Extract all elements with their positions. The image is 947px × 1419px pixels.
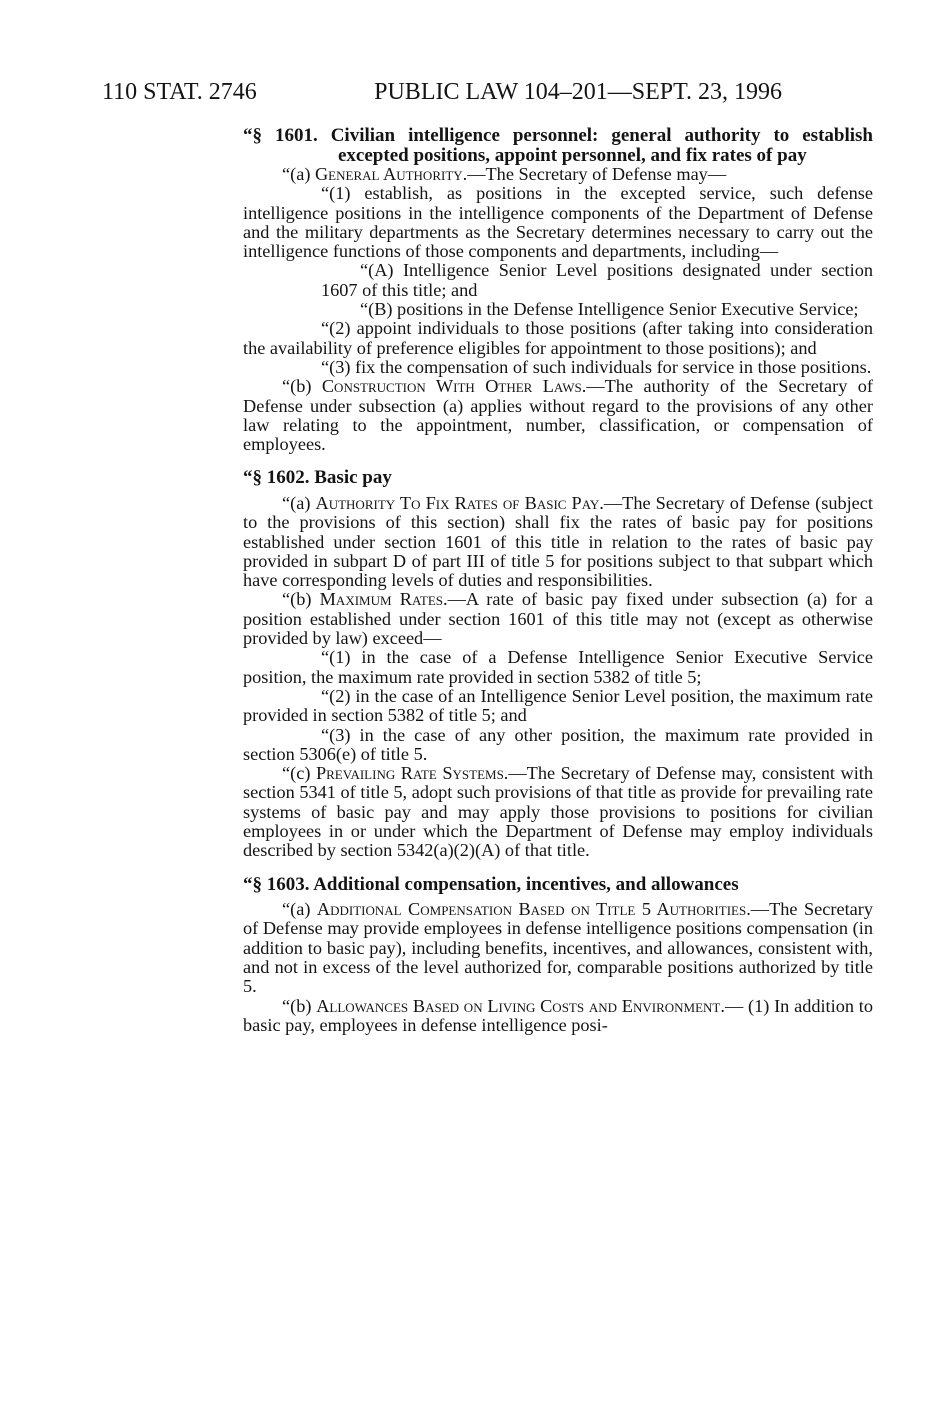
section-1601-heading: “§ 1601. Civilian intelligence personnel: general authority to establish excepted positions, appoint personnel, and fix rates of pay (243, 125, 873, 166)
section-1602-subsection-a: “(a) Authority To Fix Rates of Basic Pay.—The Secretary of Defense (subject to the provisions of this section) shall fix the rates of basic pay for positions established under section 1601 of this title in relation to the rates of basic pay provided in subpart D of part III of title 5 for positions subject to that subpart which have corresponding levels of duties and responsibilities. (243, 492, 873, 591)
section-1601-subparagraph-a: “(A) Intelligence Senior Level positions designated under section 1607 of this title; and (321, 260, 873, 300)
section-1603-subsection-a: “(a) Additional Compensation Based on Title 5 Authorities.—The Secretary of Defense may provide employees in defense intelligence positions compensation (in addition to basic pay), including benefits, incentives, and allowances, consistent with, and not in excess of the level authorized for, comparable positions authorized by title 5. (243, 899, 873, 997)
section-1601-subsection-b: “(b) Construction With Other Laws.—The authority of the Secretary of Defense under subsection (a) applies without regard to the provisions of any other law relating to the appointment, number, classification, or compensation of employees. (243, 376, 873, 455)
section-1602-heading: “§ 1602. Basic pay (243, 467, 392, 489)
page-header (102, 79, 782, 106)
subsection-caption: Construction With Other Laws. (321, 376, 587, 397)
subsection-caption: General Authority. (314, 164, 468, 184)
section-1601-subsection-a: “(a) General Authority.—The Secretary of Defense may— (282, 164, 727, 184)
subsection-caption: Prevailing Rate Systems. (315, 763, 509, 784)
section-1601-paragraph-1: “(1) establish, as positions in the excepted service, such defense intelligence positions in the intelligence components of the Department of Defense and the military departments as the Secretary determines necessary to carry out the intelligence functions of those components and departments, including— (243, 183, 873, 262)
subsection-caption: Maximum Rates. (319, 589, 448, 610)
subsection-caption: Allowances Based on Living Costs and Environment. (316, 995, 725, 1016)
subsection-caption: Authority To Fix Rates of Basic Pay. (315, 492, 604, 513)
section-1602-paragraph-2: “(2) in the case of an Intelligence Senior Level position, the maximum rate provided in section 5382 of title 5; and (243, 685, 873, 726)
section-1603-subsection-b: “(b) Allowances Based on Living Costs and Environment.— (1) In addition to basic pay, employees in defense intelligence posi- (243, 995, 873, 1035)
section-1602-paragraph-1: “(1) in the case of a Defense Intelligence Senior Executive Service position, the maximum rate provided in section 5382 of title 5; (243, 647, 873, 687)
section-1603-heading: “§ 1603. Additional compensation, incentives, and allowances (243, 873, 739, 895)
section-1601-subparagraph-b: “(B) positions in the Defense Intelligence Senior Executive Service; (360, 299, 859, 320)
page-body (243, 126, 873, 1035)
section-1602-paragraph-3: “(3) in the case of any other position, the maximum rate provided in section 5306(e) of title 5. (243, 724, 873, 764)
running-title: PUBLIC LAW 104–201—SEPT. 23, 1996 (374, 79, 782, 105)
section-1601-paragraph-2: “(2) appoint individuals to those positions (after taking into consideration the availability of preference eligibles for appointment to those positions); and (243, 318, 873, 358)
section-1602-subsection-c: “(c) Prevailing Rate Systems.—The Secretary of Defense may, consistent with section 5341 of title 5, adopt such provisions of that title as provide for prevailing rate systems of basic pay and may apply those provisions to positions for civilian employees in or under which the Department of Defense may employ individuals described by section 5342(a)(2)(A) of that title. (243, 763, 874, 861)
subsection-caption: Additional Compensation Based on Title 5 Authorities. (316, 899, 751, 920)
section-1602-subsection-b: “(b) Maximum Rates.—A rate of basic pay fixed under subsection (a) for a position established under section 1601 of this title may not (except as otherwise provided by law) exceed— (243, 589, 873, 649)
section-1601-paragraph-3: “(3) fix the compensation of such individuals for service in those positions. (321, 356, 872, 377)
statute-page-number: 110 STAT. 2746 (102, 79, 257, 105)
